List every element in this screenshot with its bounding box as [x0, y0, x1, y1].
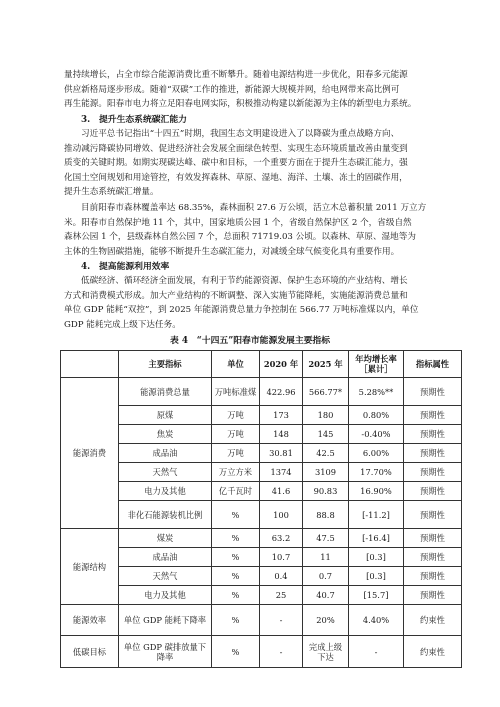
cell-unit: 万吨: [212, 406, 260, 425]
cell-2020: 422.96: [260, 378, 303, 406]
paragraph-forest-coverage: 目前阳春市森林覆盖率达 68.35%，森林面积 27.6 万公顷，活立木总蓄积量 2011 万立方 米。阳春市自然保护地 11 个，其中，国家地质公园 1 个，省级自然保护区 2 个，省级自然 森林公园 1 个，县级森林自然公园 7 个，总面积 71719.03 公顷。以森林、草原、湿地等为 主体的生物固碳措施，能够不断提升生态碳汇能力，对减缓全球气候变化具有重要作用。: [64, 203, 427, 257]
cell-2025: 0.7: [303, 567, 349, 586]
cell-growth: [0.3]: [349, 548, 404, 567]
cell-unit: 万吨标准煤: [212, 378, 260, 406]
table-row: [61, 586, 462, 605]
table-row: [61, 501, 462, 529]
table-row: [61, 529, 462, 548]
cell-2020: 0.4: [260, 567, 303, 586]
cell-attribute: 约束性: [404, 605, 462, 636]
section-heading-energy-efficiency: 4. 提高能源利用效率: [81, 262, 170, 272]
cell-indicator: 天然气: [119, 567, 212, 586]
cell-growth: 6.00%: [349, 444, 404, 463]
header-unit: 单位: [212, 351, 260, 378]
cell-attribute: 预期性: [404, 529, 462, 548]
table-row: [61, 605, 462, 636]
cell-growth: [15.7]: [349, 586, 404, 605]
cell-indicator: 煤炭: [119, 529, 212, 548]
cell-indicator: 电力及其他: [119, 586, 212, 605]
cell-unit: %: [212, 548, 260, 567]
cell-2020: 41.6: [260, 482, 303, 501]
cell-unit: %: [212, 586, 260, 605]
cell-unit: 万吨: [212, 444, 260, 463]
cell-attribute: 约束性: [404, 636, 462, 668]
cell-attribute: 预期性: [404, 501, 462, 529]
cell-2025: 42.5: [303, 444, 349, 463]
table-row: [61, 406, 462, 425]
cell-2020: -: [260, 636, 303, 668]
cell-2025: 566.77*: [303, 378, 349, 406]
cell-growth: [-11.2]: [349, 501, 404, 529]
table-row: [61, 463, 462, 482]
header-attribute: 指标属性: [404, 351, 462, 378]
table-row: [61, 378, 462, 406]
cell-indicator: 非化石能源装机比例: [119, 501, 212, 529]
header-blank: [61, 351, 119, 378]
cell-2025: 90.83: [303, 482, 349, 501]
header-growth: 年均增长率 ［累计］: [349, 351, 404, 378]
cell-indicator: 成品油: [119, 548, 212, 567]
table-header-row: [61, 351, 462, 378]
table-row: [61, 444, 462, 463]
cell-unit: %: [212, 501, 260, 529]
cell-indicator: 天然气: [119, 463, 212, 482]
group-energy-structure: 能源结构: [61, 529, 119, 605]
cell-indicator: 焦炭: [119, 425, 212, 444]
cell-indicator: 成品油: [119, 444, 212, 463]
paragraph-power-structure: 量持续增长，占全市综合能源消费比重不断攀升。随着电源结构进一步优化，阳春多元能源 供应新格局逐步形成。随着“双碳”工作的推进，新能源大规模并网，给电网带来高比例可 再生能源。阳春市电力将立足阳春电网实际，积极推动构建以新能源为主体的新型电力系统。: [64, 70, 417, 110]
cell-2020: 25: [260, 586, 303, 605]
header-2025: 2025 年: [303, 351, 349, 378]
cell-2025: 180: [303, 406, 349, 425]
cell-attribute: 预期性: [404, 548, 462, 567]
cell-indicator: 电力及其他: [119, 482, 212, 501]
cell-growth: 5.28%**: [349, 378, 404, 406]
group-energy-efficiency: 能源效率: [61, 605, 119, 636]
cell-2025: 完成上级下达: [303, 636, 349, 668]
header-indicator: 主要指标: [119, 351, 212, 378]
cell-2020: 30.81: [260, 444, 303, 463]
table-caption: 表 4 “十四五”阳春市能源发展主要指标: [169, 336, 331, 346]
table-row: [61, 425, 462, 444]
cell-unit: %: [212, 636, 260, 668]
energy-indicators-table: [60, 350, 462, 668]
cell-attribute: 预期性: [404, 567, 462, 586]
paragraph-low-carbon-economy: 低碳经济、循环经济全面发展，有利于节约能源资源、保护生态环境的产业结构、增长 方式和消费模式形成。加大产业结构的不断调整、深入实施节能降耗，实施能源消费总量和 单位 GDP 能耗“双控”，到 2025 年能源消费总量力争控制在 566.77 万吨标准煤以内，单位 GDP 能耗完成上级下达任务。: [64, 276, 419, 330]
cell-growth: -: [349, 636, 404, 668]
cell-indicator: 能源消费总量: [119, 378, 212, 406]
table-row: [61, 482, 462, 501]
paragraph-ecological-civilization: 习近平总书记指出“十四五”时期，我国生态文明建设进入了以降碳为重点战略方向、 推动减污降碳协同增效、促进经济社会发展全面绿色转型、实现生态环境质量改善由量变到 质变的关键时期。如期实现碳达峰、碳中和目标，一个重要方面在于提升生态碳汇能力，强 化国土空间规划和用途管控，有效发挥森林、草原、湿地、海洋、土壤、冻土的固碳作用， 提升生态系统碳汇增量。: [64, 129, 408, 198]
cell-growth: [-16.4]: [349, 529, 404, 548]
table-row: [61, 636, 462, 668]
cell-unit: 万立方米: [212, 463, 260, 482]
cell-2020: 173: [260, 406, 303, 425]
cell-attribute: 预期性: [404, 425, 462, 444]
cell-unit: %: [212, 567, 260, 586]
cell-growth: 16.90%: [349, 482, 404, 501]
cell-attribute: 预期性: [404, 406, 462, 425]
cell-unit: 亿千瓦时: [212, 482, 260, 501]
cell-2020: 100: [260, 501, 303, 529]
cell-indicator: 原煤: [119, 406, 212, 425]
cell-growth: 17.70%: [349, 463, 404, 482]
cell-2025: 145: [303, 425, 349, 444]
cell-growth: 0.80%: [349, 406, 404, 425]
table-row: [61, 548, 462, 567]
cell-2020: -: [260, 605, 303, 636]
cell-2025: 47.5: [303, 529, 349, 548]
cell-2020: 63.2: [260, 529, 303, 548]
table-row: [61, 567, 462, 586]
group-low-carbon: 低碳目标: [61, 636, 119, 668]
cell-indicator: 单位 GDP 碳排放量下降率: [119, 636, 212, 668]
cell-2025: 40.7: [303, 586, 349, 605]
cell-growth: 4.40%: [349, 605, 404, 636]
cell-attribute: 预期性: [404, 378, 462, 406]
cell-indicator: 单位 GDP 能耗下降率: [119, 605, 212, 636]
cell-attribute: 预期性: [404, 463, 462, 482]
cell-2025: 3109: [303, 463, 349, 482]
cell-2020: 10.7: [260, 548, 303, 567]
cell-growth: [0.3]: [349, 567, 404, 586]
cell-2025: 20%: [303, 605, 349, 636]
section-heading-carbon-sink: 3. 提升生态系统碳汇能力: [81, 115, 187, 125]
cell-unit: %: [212, 529, 260, 548]
cell-attribute: 预期性: [404, 444, 462, 463]
cell-2025: 88.8: [303, 501, 349, 529]
cell-unit: %: [212, 605, 260, 636]
cell-attribute: 预期性: [404, 482, 462, 501]
cell-2020: 148: [260, 425, 303, 444]
cell-2020: 1374: [260, 463, 303, 482]
cell-attribute: 预期性: [404, 586, 462, 605]
cell-unit: 万吨: [212, 425, 260, 444]
group-energy-consumption: 能源消费: [61, 378, 119, 529]
header-2020: 2020 年: [260, 351, 303, 378]
cell-2025: 11: [303, 548, 349, 567]
cell-growth: -0.40%: [349, 425, 404, 444]
